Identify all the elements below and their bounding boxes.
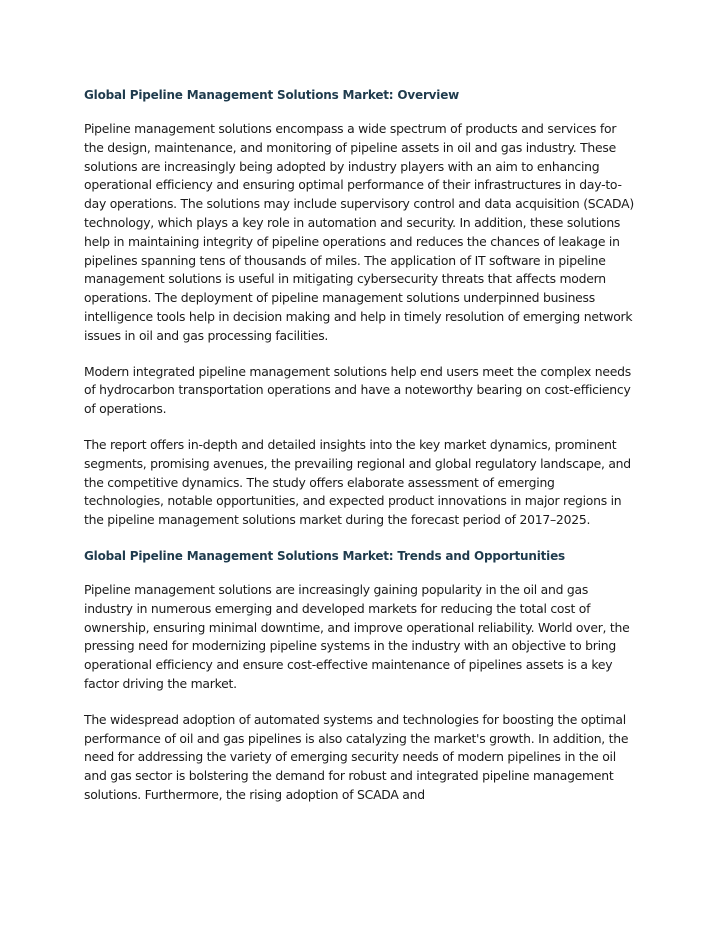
- trends-paragraph-1: Pipeline management solutions are increasingly gaining popularity in the oil and gas industry in numerous emerging and developed markets for reducing the total cost of ownership, ensuring minimal downtime, and improve operational reliability. World over, the pressing need for modernizing pipeline systems in the industry with an objective to bring operational efficiency and ensure cost-effective maintenance of pipelines assets is a key factor driving the market.: [84, 581, 630, 691]
- section-heading-trends: Global Pipeline Management Solutions Market: Trends and Opportunities: [84, 548, 565, 563]
- trends-paragraph-2: The widespread adoption of automated systems and technologies for boosting the optimal performance of oil and gas pipelines is also catalyzing the market's growth. In addition, the need for addressing the variety of emerging security needs of modern pipelines in the oil and gas sector is bolstering the demand for robust and integrated pipeline management solutions. Furthermore, the rising adoption of SCADA and: [84, 711, 629, 802]
- overview-paragraph-1: Pipeline management solutions encompass a wide spectrum of products and services for the design, maintenance, and monitoring of pipeline assets in oil and gas industry. These solutions are increasingly being adopted by industry players with an aim to enhancing operational efficiency and ensuring optimal performance of their infrastructures in day-to-day operations. The solutions may include supervisory control and data acquisition (SCADA) technology, which plays a key role in automation and security. In addition, these solutions help in maintaining integrity of pipeline operations and reduces the chances of leakage in pipelines spanning tens of thousands of miles. The application of IT software in pipeline management solutions is useful in mitigating cybersecurity threats that affects modern operations. The deployment of pipeline management solutions underpinned business intelligence tools help in decision making and help in timely resolution of emerging network issues in oil and gas processing facilities.: [84, 121, 634, 343]
- overview-paragraph-3: The report offers in-depth and detailed insights into the key market dynamics, prominent segments, promising avenues, the prevailing regional and global regulatory landscape, and the competitive dynamics. The study offers elaborate assessment of emerging technologies, notable opportunities, and expected product innovations in major regions in the pipeline management solutions market during the forecast period of 2017–2025.: [84, 436, 631, 528]
- overview-paragraph-2: Modern integrated pipeline management solutions help end users meet the complex needs of hydrocarbon transportation operations and have a noteworthy bearing on cost-efficiency of operations.: [84, 363, 631, 417]
- document-page: [84, 86, 636, 805]
- section-heading-overview: Global Pipeline Management Solutions Market: Overview: [84, 88, 460, 102]
